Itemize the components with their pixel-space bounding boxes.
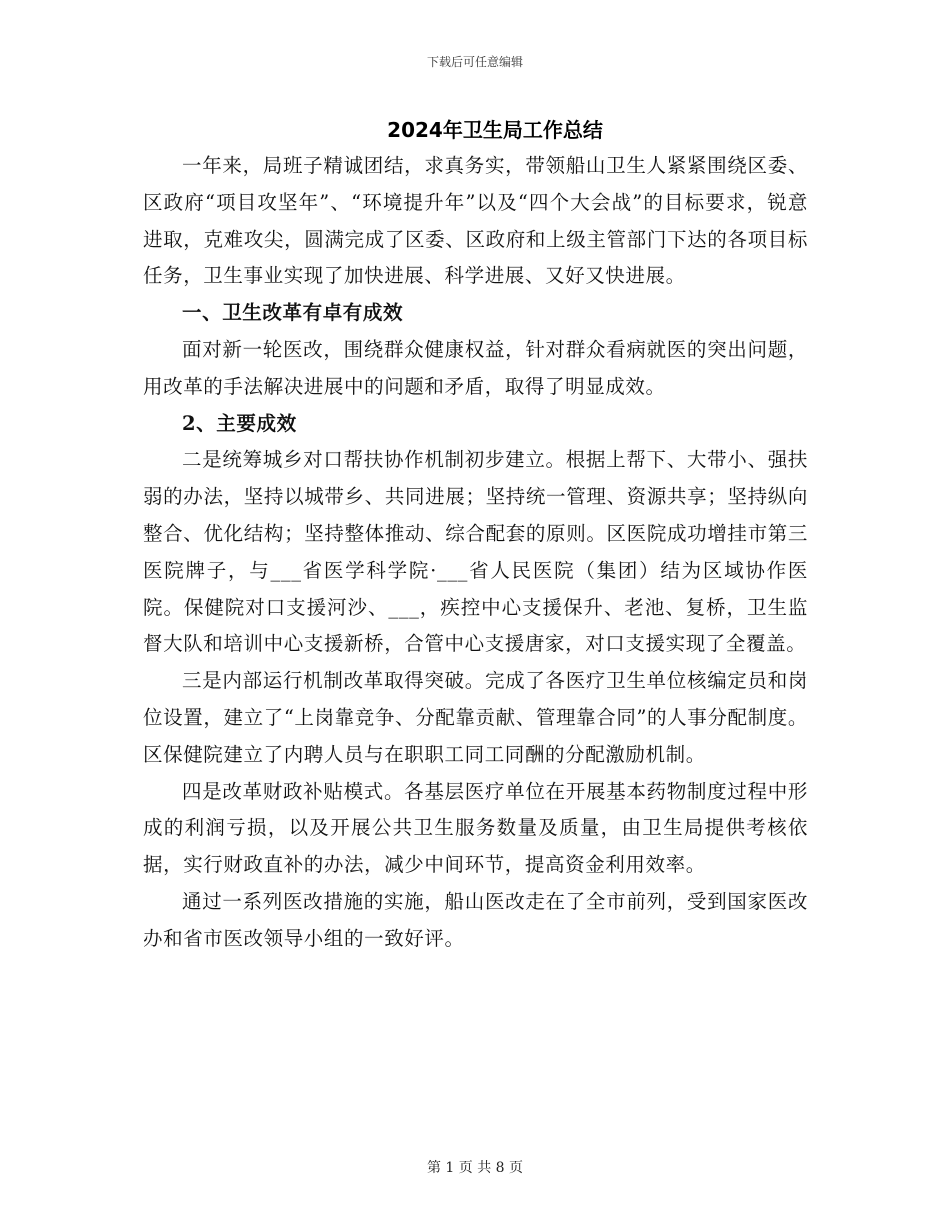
section-heading-1: 一、卫生改革有卓有成效	[182, 301, 404, 325]
header-note: 下载后可任意编辑	[426, 55, 523, 69]
paragraph-item-2: 二是统筹城乡对口帮扶协作机制初步建立。根据上帮下、大带小、强扶弱的办法，坚持以城带乡、共同进展；坚持统一管理、资源共享；坚持纵向整合、优化结构；坚持整体推动、综合配套的原则。区医院成功增挂市第三医院牌子，与___省医学科学院·___省人民医院（集团）结为区域协作医院。保健院对口支援河沙、___，疾控中心支援保升、老池、复桥，卫生监督大队和培训中心支援新桥，合管中心支援唐家，对口支援实现了全覆盖。	[143, 448, 808, 656]
section-1-paragraph: 面对新一轮医改，围绕群众健康权益，针对群众看病就医的突出问题，用改革的手法解决进展中的问题和矛盾，取得了明显成效。	[143, 337, 808, 398]
page-footer: 第 1 页 共 8 页	[426, 1160, 524, 1176]
intro-paragraph: 一年来，局班子精诚团结，求真务实，带领船山卫生人紧紧围绕区委、区政府“项目攻坚年”、“环境提升年”以及“四个大会战”的目标要求，锐意进取，克难攻尖，圆满完成了区委、区政府和上级主管部门下达的各项目标任务，卫生事业实现了加快进展、科学进展、又好又快进展。	[143, 154, 808, 288]
closing-paragraph: 通过一系列医改措施的实施，船山医改走在了全市前列，受到国家医改办和省市医改领导小组的一致好评。	[143, 889, 808, 950]
paragraph-item-4: 四是改革财政补贴模式。各基层医疗单位在开展基本药物制度过程中形成的利润亏损，以及开展公共卫生服务数量及质量，由卫生局提供考核依据，实行财政直补的办法，减少中间环节，提高资金利用效率。	[143, 779, 808, 877]
paragraph-item-3: 三是内部运行机制改革取得突破。完成了各医疗卫生单位核编定员和岗位设置，建立了“上岗靠竞争、分配靠贡献、管理靠合同”的人事分配制度。区保健院建立了内聘人员与在职职工同工同酬的分配激励机制。	[143, 669, 808, 766]
document-title: 2024年卫生局工作总结	[387, 118, 603, 142]
document-body	[143, 148, 808, 958]
subsection-heading-2: 2、主要成效	[182, 411, 297, 435]
